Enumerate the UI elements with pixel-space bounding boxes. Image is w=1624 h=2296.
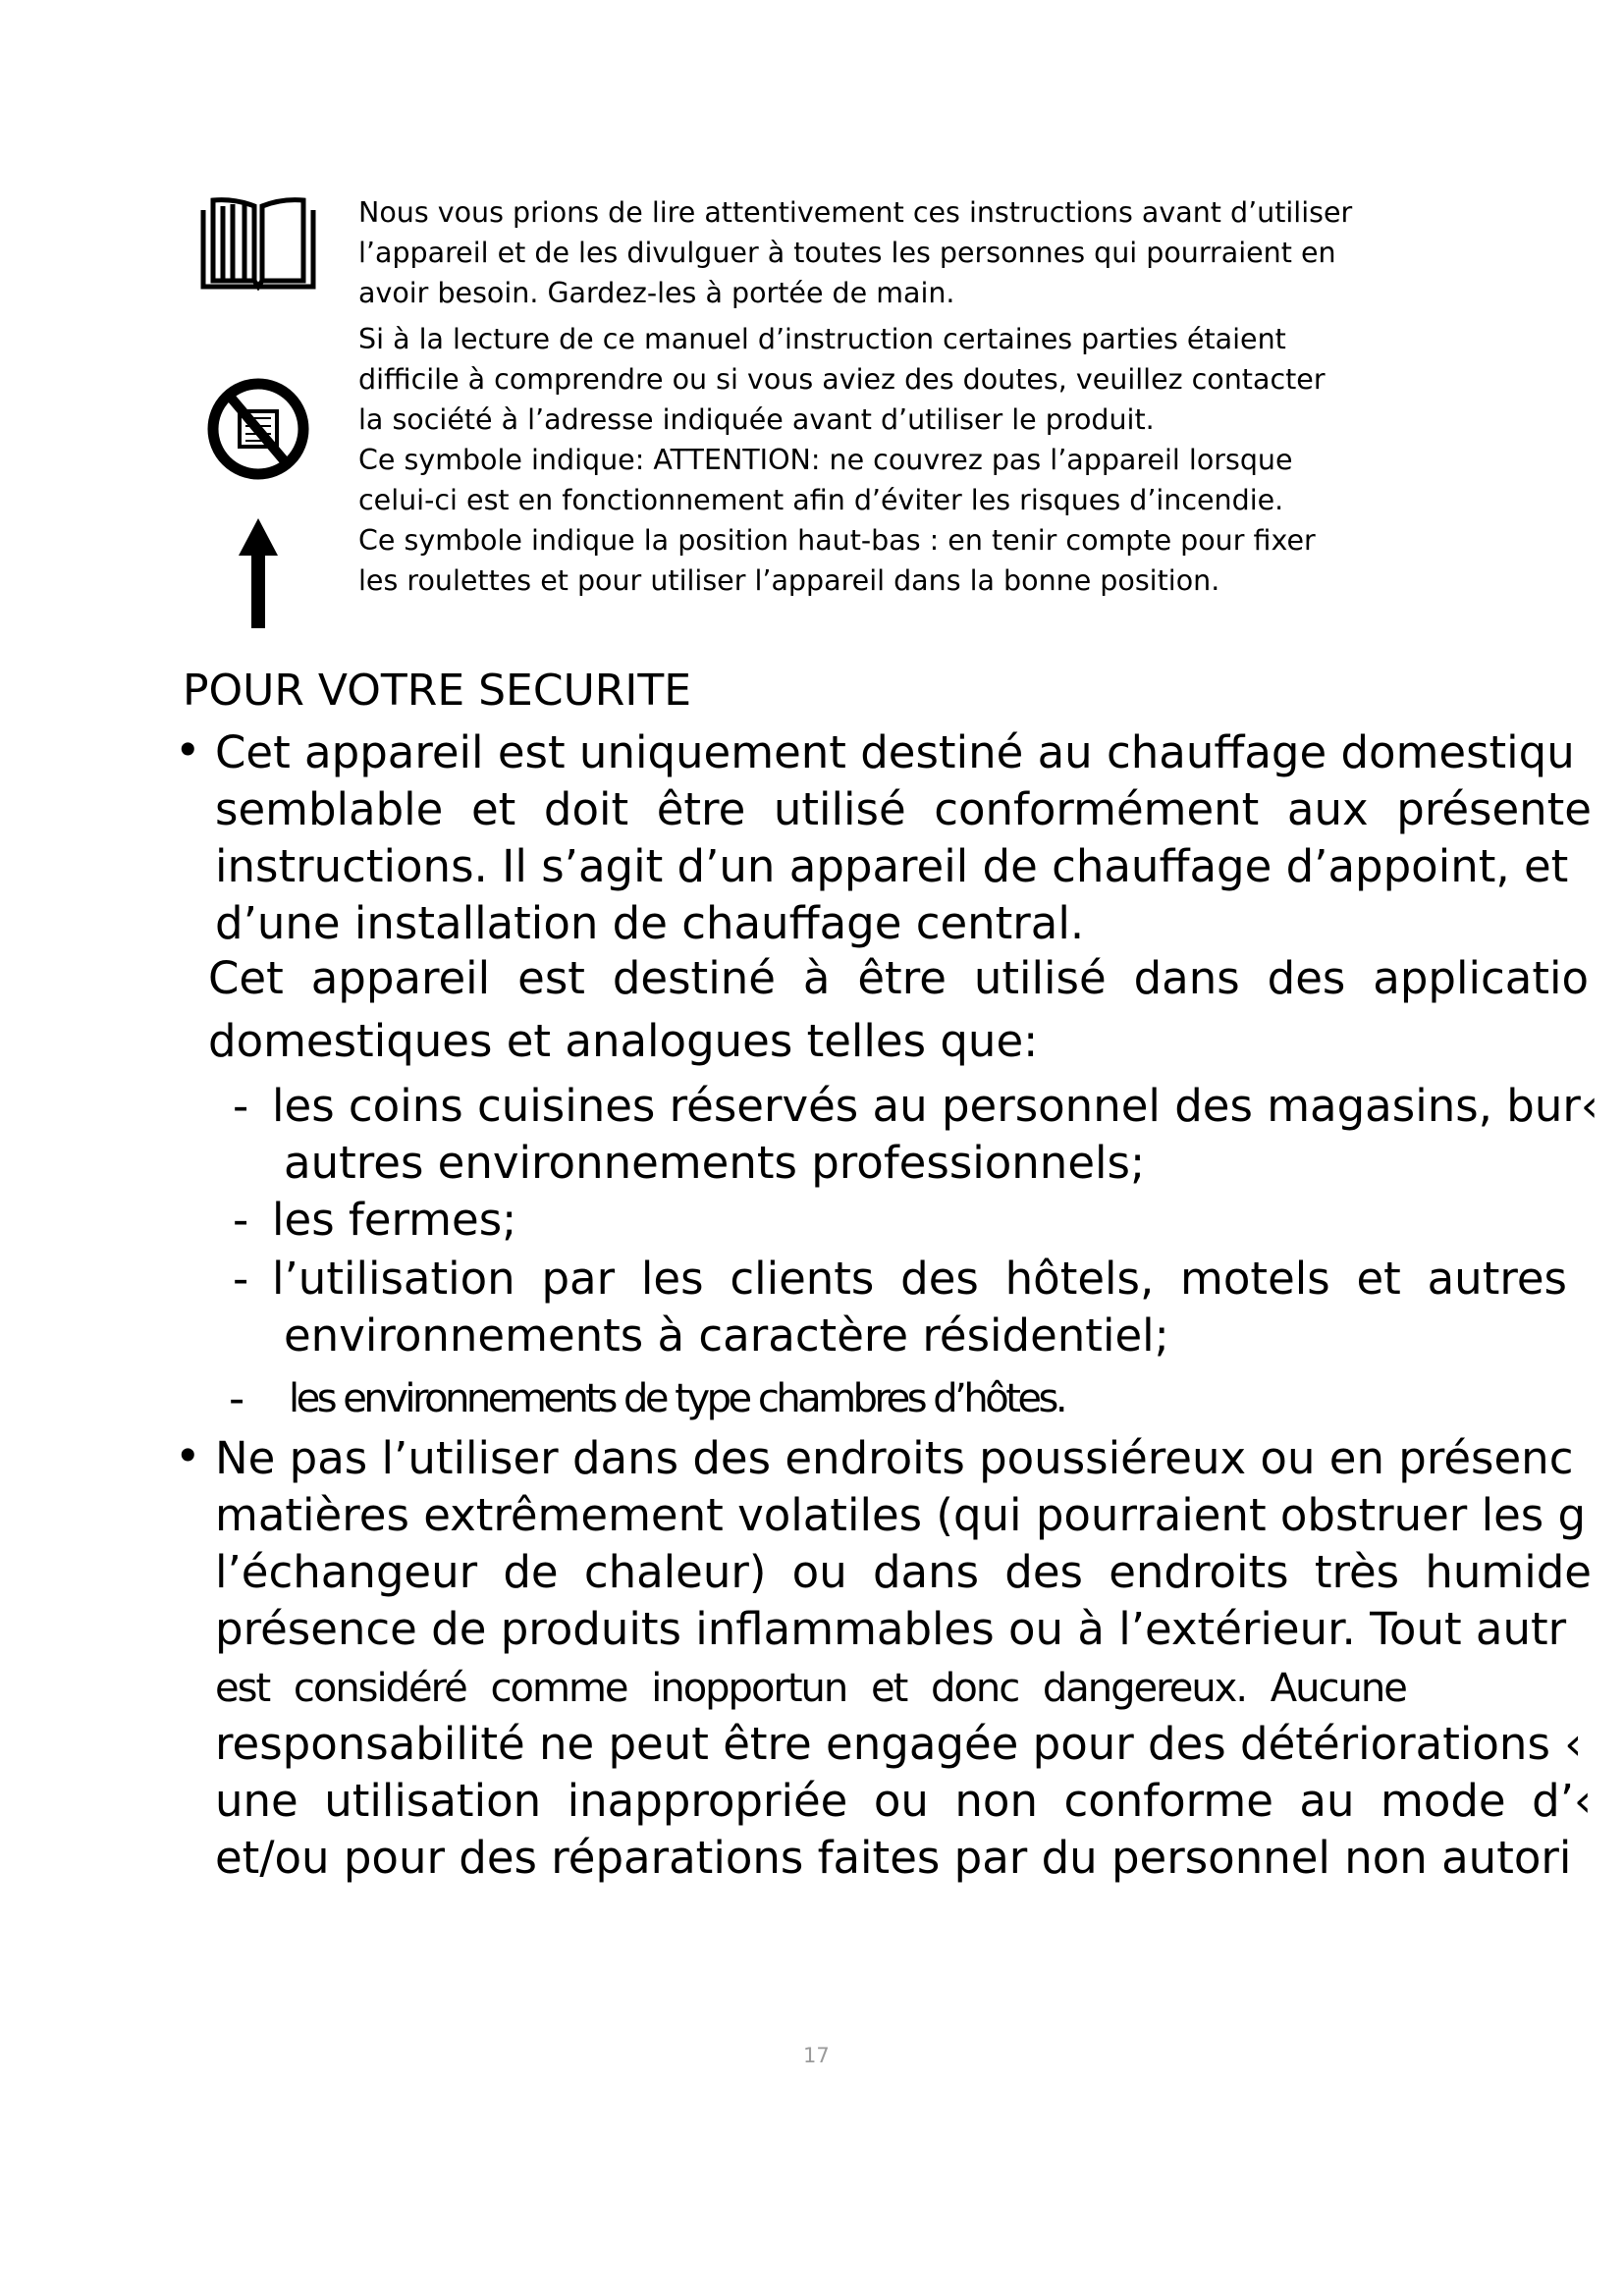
intro-line: Si à la lecture de ce manuel d’instruction certaines parties étaient — [358, 323, 1286, 355]
page-number: 17 — [803, 2044, 830, 2067]
dash-item-line: les environnements de type chambres d’hôtes. — [289, 1376, 1065, 1421]
bullet2-line: l’échangeur de chaleur) ou dans des endroits très humide — [215, 1546, 1592, 1598]
dash-item-line: les fermes; — [272, 1194, 517, 1246]
intro-line: les roulettes et pour utiliser l’appareil dans la bonne position. — [358, 564, 1220, 597]
bullet-icon: • — [175, 1430, 201, 1482]
intro-line: Ce symbole indique la position haut-bas : en tenir compte pour fixer — [358, 524, 1316, 557]
dash-item-line: environnements à caractère résidentiel; — [284, 1309, 1169, 1362]
dash-item-line: autres environnements professionnels; — [284, 1137, 1146, 1189]
bullet2-line: responsabilité ne peut être engagée pour des détériorations ‹ — [215, 1718, 1583, 1770]
para-line: Cet appareil est destiné à être utilisé dans des applicatio — [208, 952, 1589, 1004]
intro-line: celui-ci est en fonctionnement afin d’éviter les risques d’incendie. — [358, 484, 1284, 516]
intro-line: Ce symbole indique: ATTENTION: ne couvrez pas l’appareil lorsque — [358, 444, 1293, 476]
bullet1-line: semblable et doit être utilisé conformément aux présente — [215, 783, 1592, 835]
bullet-icon: • — [175, 724, 201, 776]
bullet1-line: Cet appareil est uniquement destiné au chauffage domestiqu — [215, 726, 1575, 778]
intro-line: l’appareil et de les divulguer à toutes les personnes qui pourraient en — [358, 237, 1336, 269]
dash-marker: - — [229, 1372, 245, 1424]
bullet2-line: matières extrêmement volatiles (qui pourraient obstruer les g — [215, 1489, 1587, 1541]
bullet1-line: instructions. Il s’agit d’un appareil de chauffage d’appoint, et — [215, 840, 1569, 892]
intro-line: la société à l’adresse indiquée avant d’utiliser le produit. — [358, 403, 1155, 436]
dash-marker: - — [233, 1080, 249, 1132]
bullet2-line: est considéré comme inopportun et donc dangereux. Aucune — [215, 1666, 1406, 1711]
dash-marker: - — [233, 1194, 249, 1246]
bullet1-line: d’une installation de chauffage central. — [215, 897, 1085, 949]
bullet2-line: Ne pas l’utiliser dans des endroits poussiéreux ou en présenc — [215, 1432, 1574, 1484]
dash-item-line: l’utilisation par les clients des hôtels, motels et autres — [272, 1253, 1567, 1305]
para-line: domestiques et analogues telles que: — [208, 1015, 1039, 1067]
bullet2-line: et/ou pour des réparations faites par du personnel non autori — [215, 1832, 1572, 1884]
section-title: POUR VOTRE SECURITE — [183, 666, 692, 716]
bullet2-line: présence de produits inflammables ou à l’extérieur. Tout autr — [215, 1603, 1567, 1655]
dash-item-line: les coins cuisines réservés au personnel des magasins, bur‹ — [272, 1080, 1598, 1132]
dash-marker: - — [233, 1253, 249, 1305]
intro-line: avoir besoin. Gardez-les à portée de main. — [358, 277, 955, 309]
intro-line: Nous vous prions de lire attentivement ces instructions avant d’utiliser — [358, 196, 1353, 229]
intro-line: difficile à comprendre ou si vous aviez des doutes, veuillez contacter — [358, 363, 1326, 396]
bullet2-line: une utilisation inappropriée ou non conforme au mode d’‹ — [215, 1775, 1592, 1827]
